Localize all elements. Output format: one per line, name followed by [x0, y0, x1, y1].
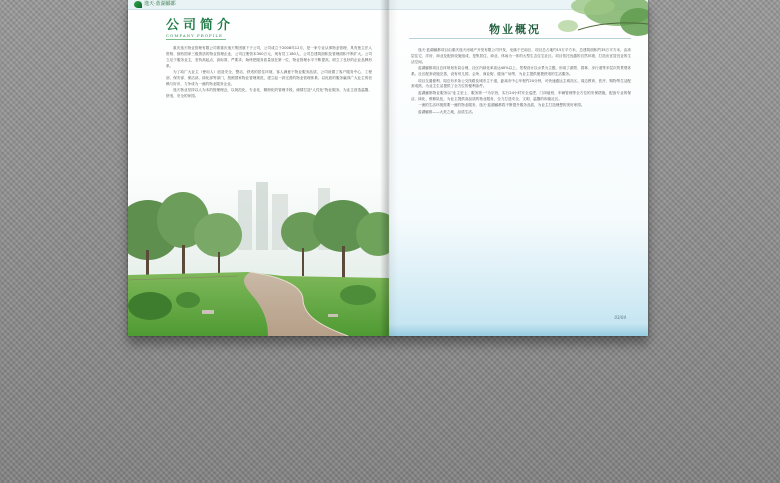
company-profile-text [166, 46, 372, 101]
profile-paragraph: 重庆逸天物业管理有限公司系重庆逸天集团旗下子公司，公司成立于2008年12月，是一家专业从事物业管理、具有独立法人资格、拥有国家三级资质的物业管理企业，公司注册资本300万元，现有员工180人，公司总建筑面积及管理面积不断扩大。公司立足于服务业主，坚持高起点、高标准、严要求，始终把服务质量放在第一位，物业管理水平不断提高，树立了良好的企业品牌形象。 [166, 46, 372, 68]
overview-paragraph: 蓝湖郦都物业服务以"业主至上、服务第一"为宗旨，实行24小时安全巡逻、门岗值班、车辆管理等全方位的安保措施，配备专业的保洁、绿化、维修队伍，为业主提供高品质的物业服务，全力打造安全、文明、温馨的和谐社区。 [411, 90, 631, 101]
profile-paragraph: 逸天物业坚持以人为本的管理理念，以规范化、专业化、精细化的管理手段，倾情打造"人性化"物业服务，为业主营造温馨、舒适、安全的家园。 [166, 88, 372, 99]
brand-logo [134, 0, 190, 8]
brochure-spread [128, 0, 648, 336]
overview-paragraph: 一流的生活环境需要一流的物业服务，逸天·蓝湖郦都将不断提升服务品质，为业主打造理想的美好家园。 [418, 103, 585, 108]
profile-paragraph: 为了给广大业主（使用人）创造安全、整洁、舒适的居住环境，客人满意于物业服务品质，公司设置了客户服务中心、工程部、保安部、保洁部、绿化部等部门，按照国家物业管理规范，建立起一套完善的物业管理体系，以优质的服务赢得广大业主的信赖与好评，力争成为一流的物业服务企业。 [166, 70, 372, 86]
overview-paragraph: 蓝湖郦都项目总体规划布局合理，社区内绿化率高达40%以上，景观设计以水景为主题，形成了湖景、园林、步行道等多层次的景观体系。社区配套设施完善，设有幼儿园、会所、商业街、健身广场等，为业主提供便捷舒适的生活服务。 [411, 66, 631, 77]
company-profile-title: 公司简介 [166, 18, 235, 33]
left-header-bar [128, 0, 389, 10]
tree-branch-decoration [538, 0, 648, 40]
bottom-gradient-band [389, 324, 648, 336]
right-page [389, 0, 648, 336]
overview-paragraph: 蓝湖郦都——大美之地，品质生活。 [418, 109, 476, 114]
park-photo [128, 160, 389, 336]
property-overview-text [411, 48, 631, 116]
page-number: 03/04 [614, 315, 626, 320]
leaf-logo-icon [134, 1, 142, 8]
title-underline [166, 39, 226, 40]
company-profile-subtitle: COMPANY PROFILE [166, 33, 223, 38]
overview-paragraph: 项目交通便利，周边有多条公交线路及城市主干道，距离市中心车程约20分钟，可快速通达主城各区。周边教育、医疗、购物等生活配套成熟，为业主生活提供了全方位的便利条件。 [411, 78, 632, 89]
overview-paragraph: 逸天·蓝湖郦都项目由重庆逸天房地产开发有限公司开发，坐落于巴南区，项目总占地约15万平方米，总建筑面积约35万平方米，由高层住宅、洋房、商业及配套设施组成，是集居住、商业、休闲为一体的大型生态住宅社区。项目依托优越的自然环境，打造出宜居宜业的生活空间。 [411, 48, 631, 64]
left-page [128, 0, 389, 336]
title-divider [409, 38, 631, 39]
brand-name: 逸天·蓝湖郦都 [144, 1, 176, 7]
property-overview-title: 物业概况 [489, 23, 541, 36]
